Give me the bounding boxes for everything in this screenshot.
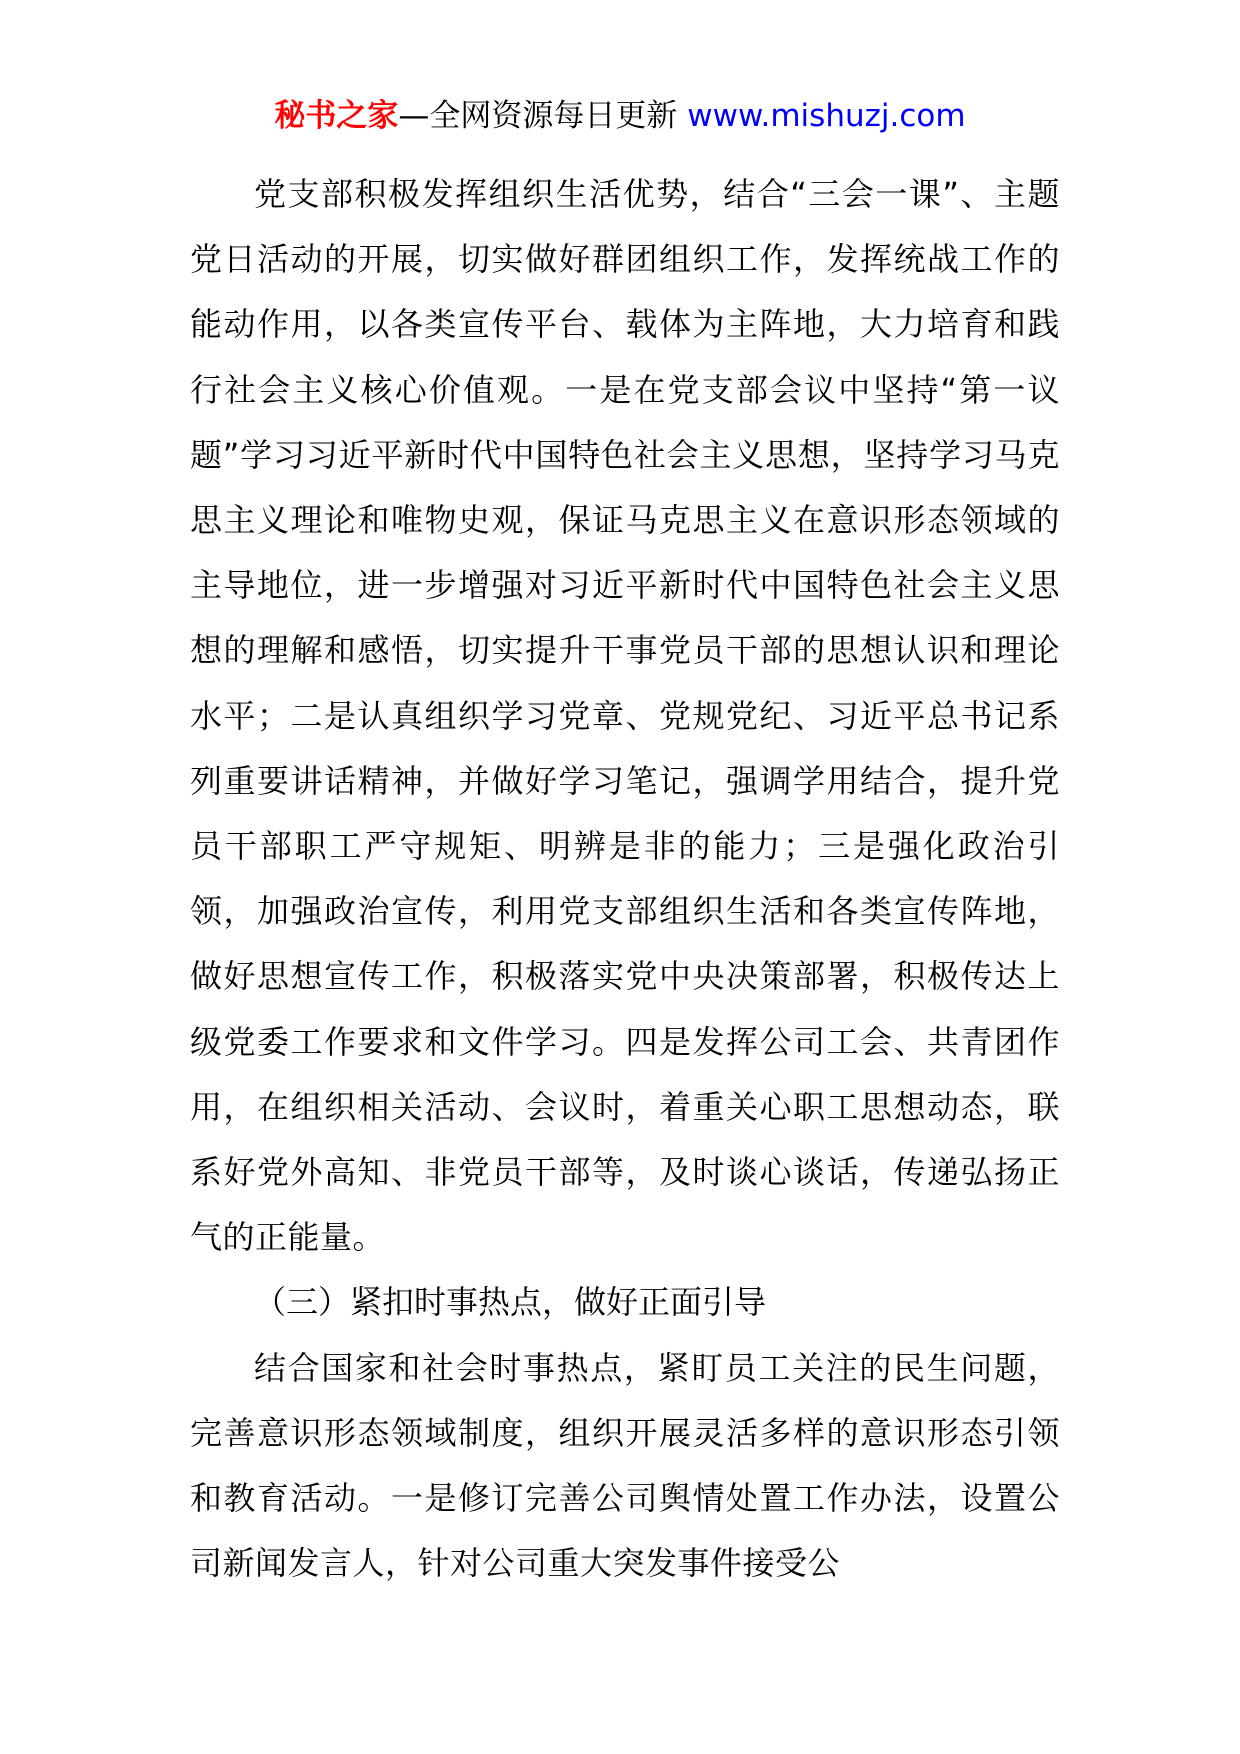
body-paragraph-2: 结合国家和社会时事热点，紧盯员工关注的民生问题，完善意识形态领域制度，组织开展灵活多样的意识形态引领和教育活动。一是修订完善公司舆情处置工作办法，设置公司新闻发言人，针对公司重大突发事件接受公 [190, 1348, 1060, 1583]
document-body [190, 162, 1060, 1596]
site-brand: 秘书之家 [274, 98, 399, 134]
site-tagline: —全网资源每日更新 [398, 98, 678, 134]
site-url-link[interactable]: www.mishuzj.com [687, 98, 966, 134]
body-paragraph-1: 党支部积极发挥组织生活优势，结合“三会一课”、主题党日活动的开展，切实做好群团组织工作，发挥统战工作的能动作用，以各类宣传平台、载体为主阵地，大力培育和践行社会主义核心价值观。一是在党支部会议中坚持“第一议题”学习习近平新时代中国特色社会主义思想，坚持学习马克思主义理论和唯物史观，保证马克思主义在意识形态领域的主导地位，进一步增强对习近平新时代中国特色社会主义思想的理解和感悟，切实提升干事党员干部的思想认识和理论水平；二是认真组织学习党章、党规党纪、习近平总书记系列重要讲话精神，并做好学习笔记，强调学用结合，提升党员干部职工严守规矩、明辨是非的能力；三是强化政治引领，加强政治宣传，利用党支部组织生活和各类宣传阵地，做好思想宣传工作，积极落实党中央决策部署，积极传达上级党委工作要求和文件学习。四是发挥公司工会、共青团作用，在组织相关活动、会议时，着重关心职工思想动态，联系好党外高知、非党员干部等，及时谈心谈话，传递弘扬正气的正能量。 [190, 175, 1060, 1257]
site-header [0, 94, 1240, 138]
section-heading: （三）紧扣时事热点，做好正面引导 [254, 1283, 767, 1322]
